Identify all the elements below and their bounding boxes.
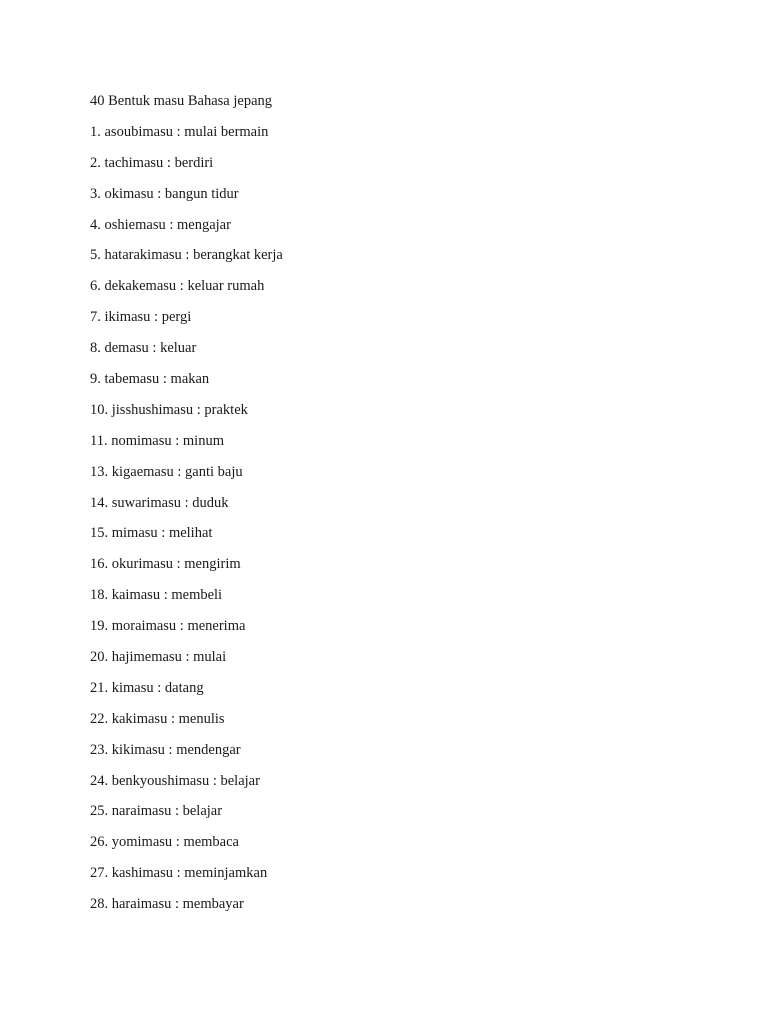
list-item: 3. okimasu : bangun tidur bbox=[90, 185, 239, 202]
list-item: 18. kaimasu : membeli bbox=[90, 587, 223, 604]
document-title: 40 Bentuk masu Bahasa jepang bbox=[90, 93, 273, 109]
list-item: 5. hatarakimasu : berangkat kerja bbox=[90, 247, 283, 264]
document-body bbox=[90, 92, 690, 926]
list-item: 2. tachimasu : berdiri bbox=[90, 154, 214, 171]
list-item: 14. suwarimasu : duduk bbox=[90, 494, 229, 511]
list-item: 25. naraimasu : belajar bbox=[90, 803, 223, 820]
list-item: 11. nomimasu : minum bbox=[90, 432, 224, 449]
list-item: 9. tabemasu : makan bbox=[90, 371, 210, 388]
list-item: 27. kashimasu : meminjamkan bbox=[90, 865, 268, 882]
list-item: 1. asoubimasu : mulai bermain bbox=[90, 123, 269, 140]
list-item: 10. jisshushimasu : praktek bbox=[90, 401, 248, 418]
list-item: 4. oshiemasu : mengajar bbox=[90, 216, 231, 233]
list-item: 16. okurimasu : mengirim bbox=[90, 556, 241, 573]
list-item: 22. kakimasu : menulis bbox=[90, 710, 225, 727]
list-item: 24. benkyoushimasu : belajar bbox=[90, 772, 260, 789]
list-item: 6. dekakemasu : keluar rumah bbox=[90, 278, 265, 295]
list-item: 20. hajimemasu : mulai bbox=[90, 649, 227, 666]
list-item: 7. ikimasu : pergi bbox=[90, 309, 192, 326]
list-item: 23. kikimasu : mendengar bbox=[90, 741, 241, 758]
list-item: 19. moraimasu : menerima bbox=[90, 618, 246, 635]
list-item: 13. kigaemasu : ganti baju bbox=[90, 463, 243, 480]
list-item: 15. mimasu : melihat bbox=[90, 525, 213, 542]
list-item: 21. kimasu : datang bbox=[90, 679, 204, 696]
list-item: 8. demasu : keluar bbox=[90, 340, 197, 357]
list-item: 28. haraimasu : membayar bbox=[90, 896, 244, 913]
list-item: 26. yomimasu : membaca bbox=[90, 834, 239, 851]
